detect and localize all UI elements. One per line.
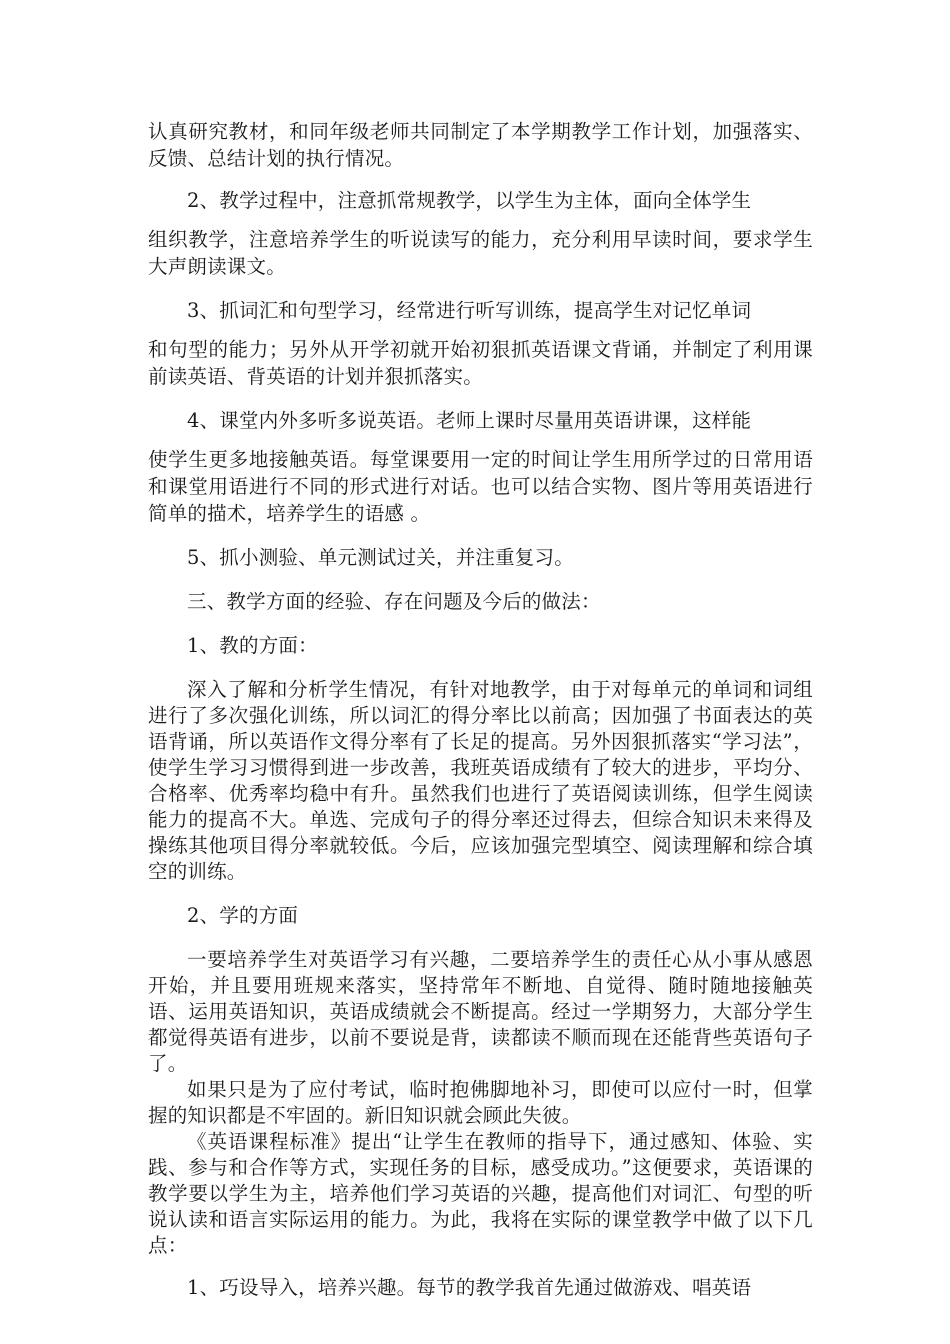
paragraph-exam: 如果只是为了应付考试，临时抱佛脚地补习，即使可以应付一时，但掌握的知识都是不牢固的。新旧知识就会顾此失彼。: [148, 1078, 813, 1127]
paragraph-2-lead: 2、教学过程中，注意抓常规教学，以学生为主体，面向全体学生: [187, 189, 752, 212]
paragraph-4-body: 使学生更多地接触英语。每堂课要用一定的时间让学生用所学过的日常用语和课堂用语进行不同的形式进行对话。也可以结合实物、图片等用英语进行简单的描术，培养学生的语感 。: [148, 448, 813, 525]
paragraph-learning: 一要培养学生对英语学习有兴趣，二要培养学生的责任心从小事从感恩开始，并且要用班规来落实，坚持常年不断地、自觉得、随时随地接触英语、运用英语知识，英语成绩就会不断提高。经过一学期努力，大部分学生都觉得英语有进步，以前不要说是背，读都读不顺而现在还能背些英语句子了。: [148, 948, 813, 1075]
subheading-teaching: 1、教的方面：: [187, 634, 318, 657]
paragraph-5: 5、抓小测验、单元测试过关，并注重复习。: [187, 546, 574, 569]
section-heading-3: 三、教学方面的经验、存在问题及今后的做法：: [187, 590, 601, 613]
paragraph-2-body: 组织教学，注意培养学生的听说读写的能力，充分利用早读时间，要求学生大声朗读课文。: [148, 228, 813, 278]
document-page: [148, 118, 813, 1305]
subheading-learning: 2、学的方面: [187, 904, 299, 927]
paragraph-teaching: 深入了解和分析学生情况，有针对地教学，由于对每单元的单词和词组进行了多次强化训练，所以词汇的得分率比以前高；因加强了书面表达的英语背诵，所以英语作文得分率有了长足的提高。另外因狠抓落实“学习法”，使学生学习习惯得到进一步改善，我班英语成绩有了较大的进步，平均分、合格率、优秀率均稳中有升。虽然我们也进行了英语阅读训练，但学生阅读能力的提高不大。单选、完成句子的得分率还过得去，但综合知识未来得及操练其他项目得分率就较低。今后，应该加强完型填空、阅读理解和综合填空的训练。: [148, 678, 813, 883]
paragraph-1: 认真研究教材，和同年级老师共同制定了本学期教学工作计划，加强落实、反馈、总结计划的执行情况。: [148, 120, 813, 170]
paragraph-3-lead: 3、抓词汇和句型学习，经常进行听写训练，提高学生对记忆单词: [187, 299, 752, 322]
paragraph-curriculum: 《英语课程标准》提出“让学生在教师的指导下，通过感知、体验、实践、参与和合作等方式，实现任务的目标，感受成功。”这便要求，英语课的教学要以学生为主，培养他们学习英语的兴趣，提高他们对词汇、句型的听说认读和语言实际运用的能力。为此，我将在实际的课堂教学中做了以下几点：: [148, 1130, 813, 1257]
paragraph-3-body: 和句型的能力；另外从开学初就开始初狠抓英语课文背诵，并制定了利用课前读英语、背英语的计划并狠抓落实。: [148, 338, 813, 388]
paragraph-4-lead: 4、课堂内外多听多说英语。老师上课时尽量用英语讲课，这样能: [187, 409, 752, 432]
paragraph-point-1: 1、巧设导入，培养兴趣。每节的教学我首先通过做游戏、唱英语: [187, 1276, 752, 1299]
